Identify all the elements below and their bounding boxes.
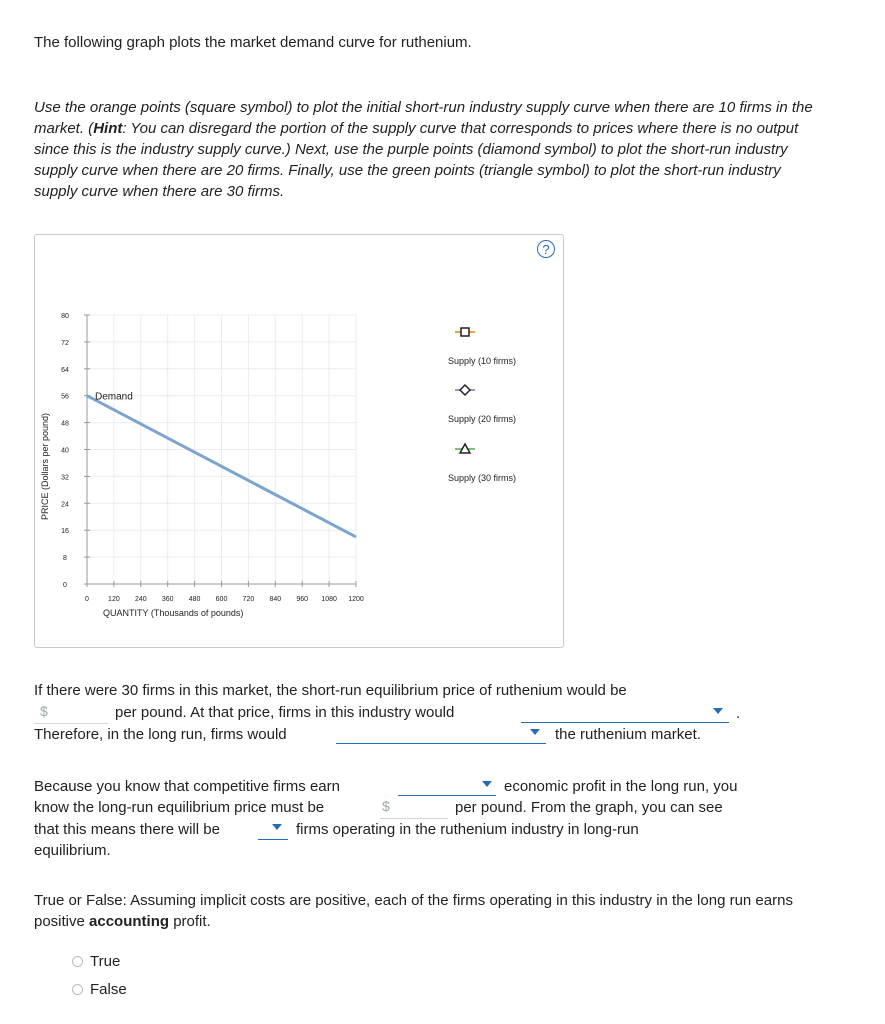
q1-per-pound-text: per pound. At that price, firms in this industry would xyxy=(115,704,455,721)
q1-period: . xyxy=(736,705,741,722)
true-radio[interactable] xyxy=(72,956,83,967)
legend-diamond-marker[interactable] xyxy=(460,385,470,395)
instructions-text xyxy=(34,97,814,202)
legend-label: Supply (10 firms) xyxy=(448,356,517,366)
chevron-down-icon xyxy=(272,824,282,830)
chevron-down-icon xyxy=(530,729,540,735)
x-tick-label: 0 xyxy=(85,596,89,603)
y-tick-label: 24 xyxy=(61,501,69,509)
x-tick-label: 1200 xyxy=(348,596,364,603)
q2-because-text: Because you know that competitive firms earn xyxy=(34,778,340,795)
q3-suffix: profit. xyxy=(169,913,211,930)
number-of-firms-dropdown[interactable] xyxy=(258,819,288,840)
y-tick-label: 16 xyxy=(61,528,69,536)
q2-econ-profit-text: economic profit in the long run, you xyxy=(504,778,738,795)
y-tick-label: 40 xyxy=(61,447,69,455)
chevron-down-icon xyxy=(482,781,492,787)
q2-firms-operating-text: firms operating in the ruthenium industry in long-run xyxy=(296,821,639,838)
price-30-firms-input[interactable] xyxy=(34,703,108,724)
legend-label: Supply (30 firms) xyxy=(448,473,517,483)
y-axis-label: PRICE (Dollars per pound) xyxy=(40,412,50,521)
intro-text: The following graph plots the market demand curve for ruthenium. xyxy=(34,34,472,51)
q3-prefix: True or False: Assuming implicit costs are positive, each of the firms operating in this industry in the long run earns positive xyxy=(34,892,793,930)
x-tick-label: 1080 xyxy=(321,596,337,603)
demand-label: Demand xyxy=(95,391,133,403)
x-tick-label: 480 xyxy=(188,596,201,603)
q2-means-text: that this means there will be xyxy=(34,821,220,838)
currency-symbol: $ xyxy=(382,798,390,814)
q3-bold: accounting xyxy=(89,913,170,930)
x-tick-label: 720 xyxy=(242,596,255,603)
instructions-part2: : You can disregard the portion of the supply curve that corresponds to prices where there is no output since this is the industry supply curve.) Next, use the purple points (diamond symbol) to plot the short-run industry supply curve when there are 20 firms. Finally, use the green points (triangle symbol) to plot the short-run industry supply curve when there are 30 firms. xyxy=(34,120,799,200)
q2-graph-text: per pound. From the graph, you can see xyxy=(455,799,723,816)
y-tick-label: 0 xyxy=(63,582,67,589)
q1-line1: If there were 30 firms in this market, the short-run equilibrium price of ruthenium would be xyxy=(34,682,627,699)
economic-profit-dropdown[interactable] xyxy=(398,776,496,796)
y-tick-label: 72 xyxy=(61,339,69,347)
hint-label: Hint xyxy=(93,120,123,137)
false-label[interactable]: False xyxy=(90,981,127,998)
help-icon[interactable]: ? xyxy=(537,240,555,258)
x-axis-label: QUANTITY (Thousands of pounds) xyxy=(103,608,244,618)
currency-symbol: $ xyxy=(40,703,48,719)
x-tick-label: 600 xyxy=(215,596,228,603)
x-tick-label: 360 xyxy=(161,596,174,603)
graph-svg[interactable] xyxy=(35,235,563,647)
x-tick-label: 120 xyxy=(108,596,120,603)
chevron-down-icon xyxy=(713,708,723,714)
legend-label: Supply (20 firms) xyxy=(448,414,517,424)
instructions-part1: Use the orange points (square symbol) to plot the initial short-run industry supply curve when there are 10 firms in the market. ( xyxy=(34,99,813,137)
y-tick-label: 56 xyxy=(61,393,69,401)
y-tick-label: 8 xyxy=(63,555,67,563)
x-tick-label: 240 xyxy=(134,596,147,603)
x-tick-label: 840 xyxy=(269,596,282,603)
y-tick-label: 64 xyxy=(61,366,69,374)
legend-square-marker[interactable] xyxy=(461,328,469,336)
profit-loss-dropdown[interactable] xyxy=(521,703,729,723)
enter-exit-dropdown[interactable] xyxy=(336,724,546,744)
q2-equilibrium-text: equilibrium. xyxy=(34,842,111,859)
y-tick-label: 32 xyxy=(61,474,69,482)
x-tick-label: 960 xyxy=(296,596,309,603)
long-run-price-input[interactable] xyxy=(380,798,448,819)
false-radio[interactable] xyxy=(72,984,83,995)
q1-therefore-text: Therefore, in the long run, firms would xyxy=(34,726,287,743)
y-tick-label: 80 xyxy=(61,313,69,320)
graph-panel xyxy=(34,234,564,648)
q1-market-text: the ruthenium market. xyxy=(555,726,701,743)
true-label[interactable]: True xyxy=(90,953,121,970)
q3-question-text xyxy=(34,890,794,932)
q2-know-text: know the long-run equilibrium price must be xyxy=(34,799,325,816)
y-tick-label: 48 xyxy=(61,420,69,428)
